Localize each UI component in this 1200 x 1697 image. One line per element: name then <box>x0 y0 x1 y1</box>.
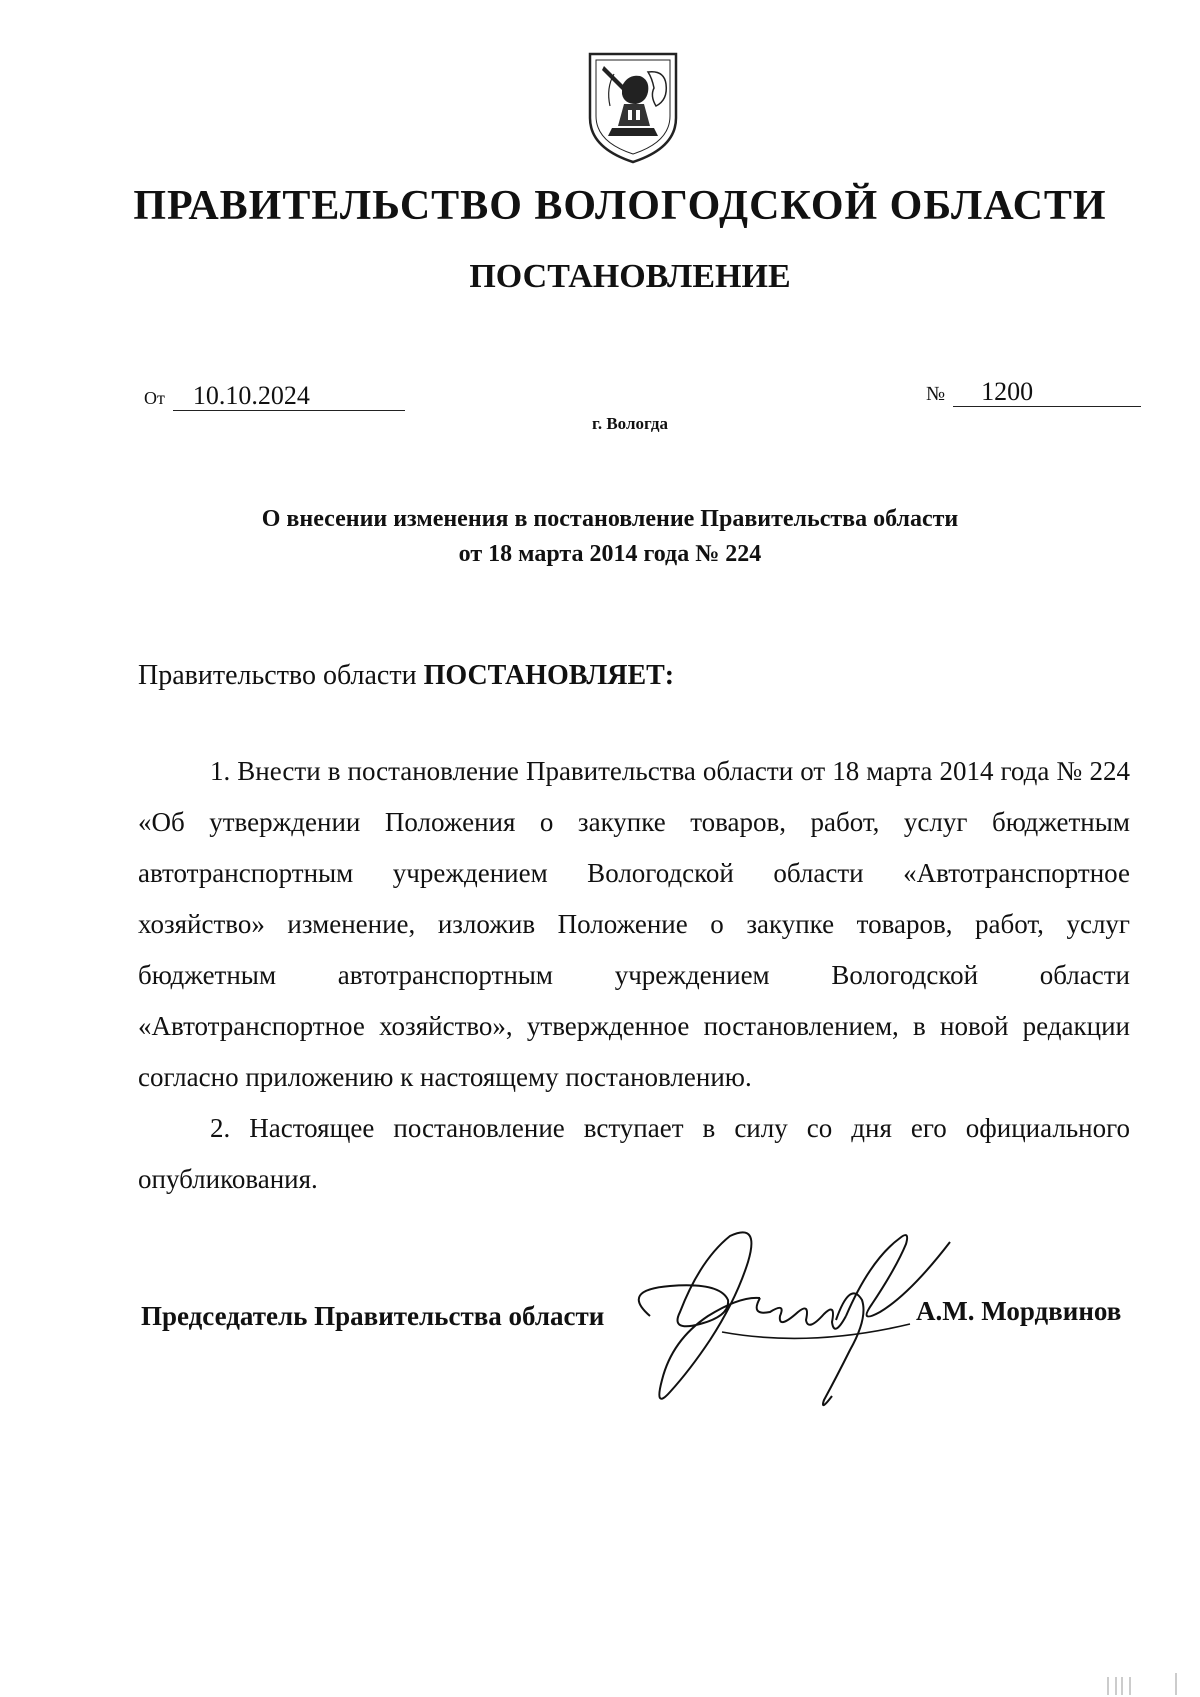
document-type-heading: ПОСТАНОВЛЕНИЕ <box>469 258 791 295</box>
decree-intro-text: Правительство области <box>138 660 417 691</box>
document-subject <box>130 502 1090 572</box>
document-number-field <box>926 378 1141 407</box>
organization-title: ПРАВИТЕЛЬСТВО ВОЛОГОДСКОЙ ОБЛАСТИ <box>133 183 1107 229</box>
document-number-value: 1200 <box>953 378 1141 407</box>
paragraph-2: 2. Настоящее постановление вступает в силу со дня его официального опубликования. <box>138 1113 1130 1194</box>
vologda-coat-of-arms-icon <box>584 48 682 166</box>
signatory-name: А.М. Мордвинов <box>916 1296 1122 1326</box>
subject-line-1: О внесении изменения в постановление Правительства области <box>261 506 959 532</box>
date-prefix-label: От <box>144 388 165 408</box>
city-label: г. Вологда <box>592 414 668 433</box>
document-date-field <box>144 382 405 411</box>
document-date-value: 10.10.2024 <box>173 382 405 411</box>
subject-line-2: от 18 марта 2014 года № 224 <box>458 541 762 567</box>
decree-verb: ПОСТАНОВЛЯЕТ: <box>423 660 675 691</box>
signatory-title: Председатель Правительства области <box>141 1301 605 1331</box>
paragraph-1: 1. Внести в постановление Правительства области от 18 марта 2014 года № 224 «Об утверждении Положения о закупке товаров, работ, услуг бюджетным автотранспортным учреждением Вологодской области «Автотранспортное хозяйство» изменение, изложив Положение о закупке товаров, работ, услуг бюджетным автотранспортным учреждением Вологодской области «Автотранспортное хозяйство», утвержденное постановлением, в новой редакции согласно приложению к настоящему постановлению. <box>138 756 1130 1092</box>
scan-margin-ticks <box>1100 1665 1180 1697</box>
decree-intro <box>138 660 674 692</box>
document-body <box>138 746 1130 1205</box>
number-prefix-label: № <box>926 383 946 405</box>
